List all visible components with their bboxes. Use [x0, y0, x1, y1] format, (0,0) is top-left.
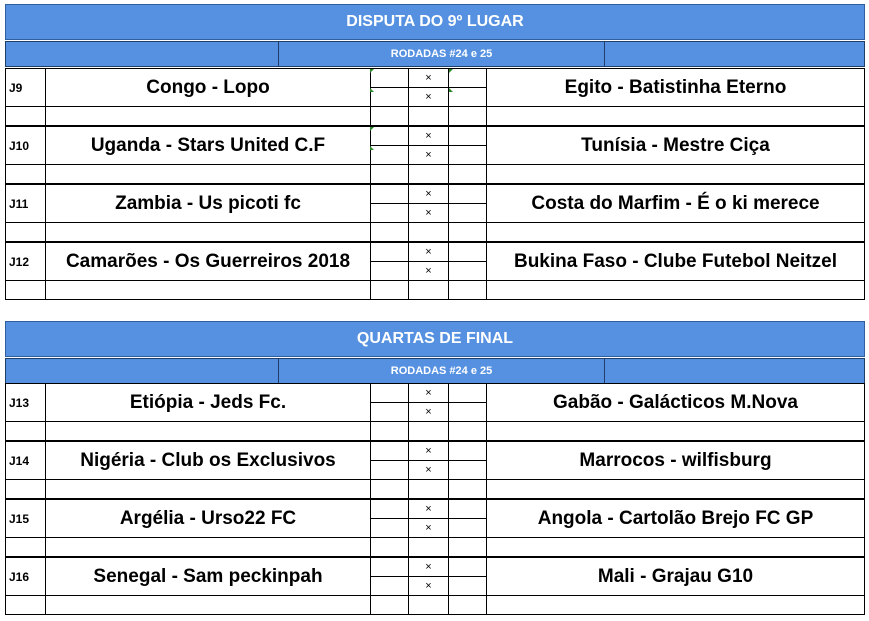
away-team: Angola - Cartolão Brejo FC GP	[537, 508, 814, 529]
versus-mark: ×	[425, 464, 432, 476]
home-team: Argélia - Urso22 FC	[46, 500, 371, 538]
cell-marker-icon	[449, 88, 453, 92]
home-team: Uganda - Stars United C.F	[46, 127, 371, 165]
versus-cell	[409, 500, 449, 538]
section-title: DISPUTA DO 9º LUGAR	[5, 4, 865, 40]
cell-marker-icon	[370, 146, 374, 150]
match-id: J11	[6, 185, 46, 223]
spacer-row	[5, 222, 865, 242]
match-row	[5, 557, 865, 615]
match-row	[5, 383, 865, 441]
cell-marker-icon	[449, 69, 453, 73]
away-team: Gabão - Galácticos M.Nova	[553, 392, 798, 413]
versus-mark: ×	[425, 130, 432, 142]
section-subheader	[5, 41, 865, 67]
match-id: J9	[6, 69, 46, 107]
away-score-cell[interactable]	[449, 185, 487, 223]
versus-mark: ×	[425, 72, 432, 84]
versus-cell	[409, 185, 449, 223]
match-row	[5, 68, 865, 126]
away-team: Egito - Batistinha Eterno	[564, 77, 787, 98]
versus-mark: ×	[425, 246, 432, 258]
versus-mark: ×	[425, 561, 432, 573]
away-team: Marrocos - wilfisburg	[579, 450, 772, 471]
away-score-cell[interactable]	[449, 69, 487, 107]
home-score-cell[interactable]	[371, 243, 409, 281]
versus-mark: ×	[425, 522, 432, 534]
away-team: Tunísia - Mestre Ciça	[581, 135, 770, 156]
away-score-cell[interactable]	[449, 384, 487, 422]
versus-mark: ×	[425, 387, 432, 399]
away-score-cell[interactable]	[449, 127, 487, 165]
versus-cell	[409, 243, 449, 281]
versus-mark: ×	[425, 188, 432, 200]
versus-mark: ×	[425, 265, 432, 277]
away-team: Costa do Marfim - É o ki merece	[531, 193, 820, 214]
spacer-row	[5, 537, 865, 557]
cell-marker-icon	[370, 127, 374, 131]
home-score-cell[interactable]	[371, 127, 409, 165]
match-row	[5, 441, 865, 499]
section-subheader	[5, 358, 865, 384]
spacer-row	[5, 106, 865, 126]
away-score-cell[interactable]	[449, 558, 487, 596]
cell-marker-icon	[370, 88, 374, 92]
match-id: J14	[6, 442, 46, 480]
home-score-cell[interactable]	[371, 500, 409, 538]
match-row	[5, 184, 865, 242]
versus-mark: ×	[425, 91, 432, 103]
versus-cell	[409, 127, 449, 165]
away-team: Mali - Grajau G10	[597, 566, 754, 587]
spacer-row	[5, 421, 865, 441]
match-row	[5, 499, 865, 557]
versus-mark: ×	[425, 149, 432, 161]
home-score-cell[interactable]	[371, 558, 409, 596]
home-score-cell[interactable]	[371, 384, 409, 422]
home-team: Congo - Lopo	[46, 69, 371, 107]
home-score-cell[interactable]	[371, 185, 409, 223]
home-score-cell[interactable]	[371, 69, 409, 107]
spacer-row	[5, 595, 865, 615]
cell-marker-icon	[370, 69, 374, 73]
away-score-cell[interactable]	[449, 442, 487, 480]
section-title: QUARTAS DE FINAL	[5, 321, 865, 357]
home-team: Camarões - Os Guerreiros 2018	[46, 243, 371, 281]
spacer-row	[5, 164, 865, 184]
match-id: J15	[6, 500, 46, 538]
spacer-row	[5, 479, 865, 499]
versus-cell	[409, 558, 449, 596]
versus-mark: ×	[425, 406, 432, 418]
versus-mark: ×	[425, 445, 432, 457]
match-row	[5, 126, 865, 184]
away-team: Bukina Faso - Clube Futebol Neitzel	[513, 251, 838, 272]
versus-mark: ×	[425, 503, 432, 515]
versus-mark: ×	[425, 580, 432, 592]
home-team: Nigéria - Club os Exclusivos	[46, 442, 371, 480]
home-score-cell[interactable]	[371, 442, 409, 480]
versus-cell	[409, 384, 449, 422]
home-team: Etiópia - Jeds Fc.	[46, 384, 371, 422]
versus-cell	[409, 442, 449, 480]
home-team: Senegal - Sam peckinpah	[46, 558, 371, 596]
match-id: J12	[6, 243, 46, 281]
versus-mark: ×	[425, 207, 432, 219]
match-id: J10	[6, 127, 46, 165]
versus-cell	[409, 69, 449, 107]
match-row	[5, 242, 865, 300]
away-score-cell[interactable]	[449, 243, 487, 281]
rounds-label: RODADAS #24 e 25	[279, 42, 605, 66]
away-score-cell[interactable]	[449, 500, 487, 538]
rounds-label: RODADAS #24 e 25	[279, 359, 605, 383]
home-team: Zambia - Us picoti fc	[46, 185, 371, 223]
spacer-row	[5, 280, 865, 300]
match-id: J13	[6, 384, 46, 422]
match-id: J16	[6, 558, 46, 596]
